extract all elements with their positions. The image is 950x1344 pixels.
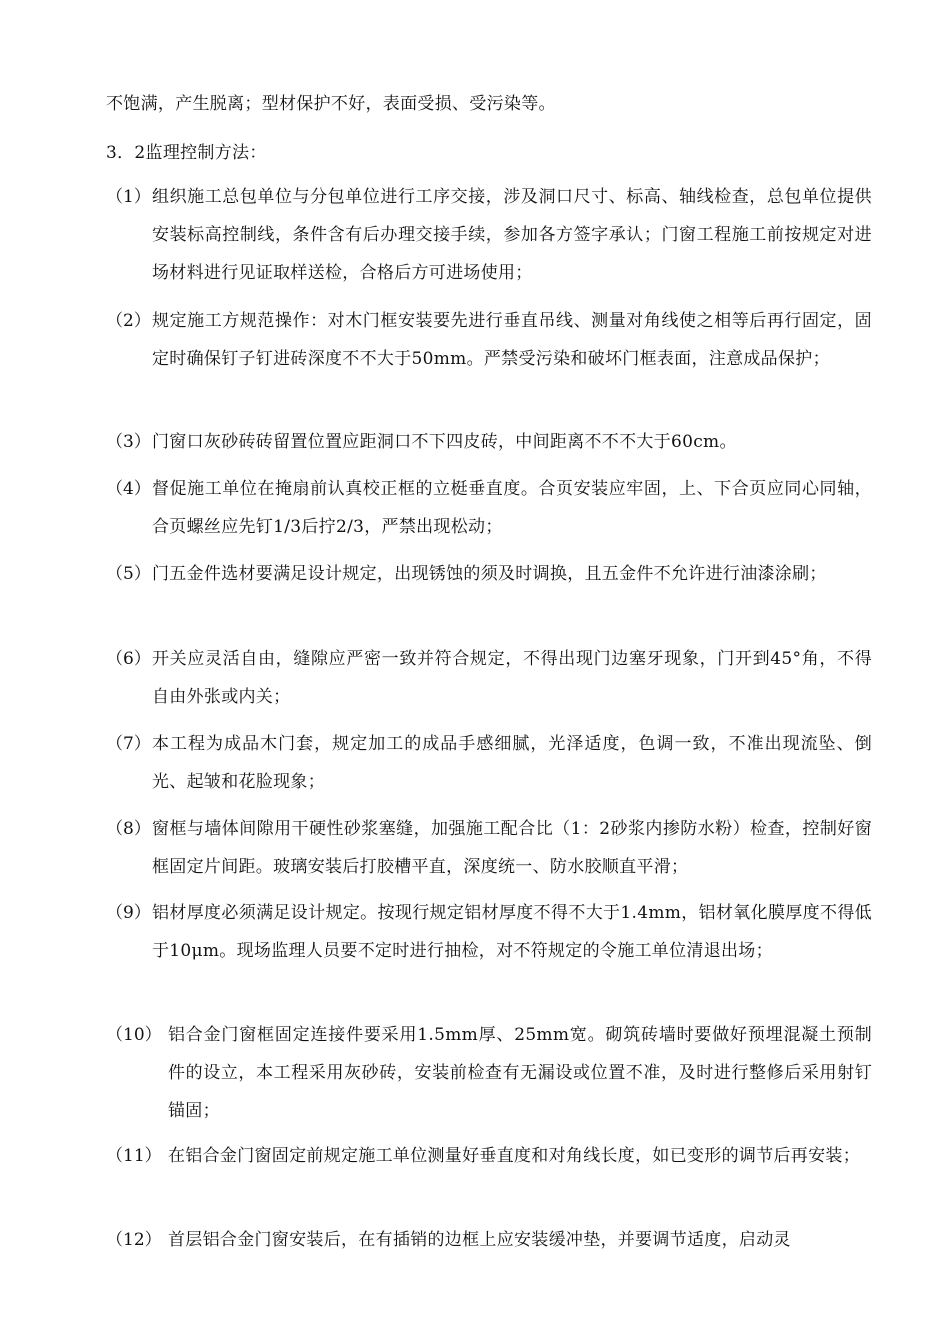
item-number: （2）	[106, 311, 151, 331]
item-text: 门五金件选材要满足设计规定，出现锈蚀的须及时调换，且五金件不允许进行油漆涂刷；	[152, 564, 827, 584]
item-number: （11）	[106, 1146, 162, 1166]
item-number: （9）	[106, 903, 151, 923]
item-text: 首层铝合金门窗安装后，在有插销的边框上应安装缓冲垫，并要调节适度，启动灵	[168, 1230, 791, 1250]
item-number: （5）	[106, 564, 151, 584]
item-number: （10）	[106, 1025, 162, 1045]
item-text: 开关应灵活自由，缝隙应严密一致并符合规定，不得出现门边塞牙现象，门开到45°角，不得自由外张或内关；	[152, 649, 872, 707]
item-text: 本工程为成品木门套，规定加工的成品手感细腻，光泽适度，色调一致，不准出现流坠、倒光、起皱和花脸现象；	[152, 734, 872, 792]
item-number: （3）	[106, 432, 151, 452]
item-text: 铝合金门窗框固定连接件要采用1.5mm厚、25mm宽。砌筑砖墙时要做好预埋混凝土预制件的设立，本工程采用灰砂砖，安装前检查有无漏设或位置不准，及时进行整修后采用射钉锚固；	[168, 1025, 872, 1121]
item-text: 门窗口灰砂砖砖留置位置应距洞口不下四皮砖，中间距离不不不大于60cm。	[152, 432, 737, 452]
item-number: （4）	[106, 479, 151, 499]
item-text: 在铝合金门窗固定前规定施工单位测量好垂直度和对角线长度，如已变形的调节后再安装；	[168, 1146, 860, 1166]
item-text: 组织施工总包单位与分包单位进行工序交接，涉及洞口尺寸、标高、轴线检查，总包单位提供安装标高控制线，条件含有后办理交接手续，参加各方签字承认；门窗工程施工前按规定对进场材料进行见证取样送检，合格后方可进场使用；	[152, 187, 872, 283]
item-number: （6）	[106, 649, 151, 669]
section-heading: 3．2监理控制方法：	[106, 143, 267, 163]
item-number: （1）	[106, 187, 151, 207]
item-text: 规定施工方规范操作：对木门框安装要先进行垂直吊线、测量对角线使之相等后再行固定，固定时确保钉子钉进砖深度不不大于50mm。严禁受污染和破坏门框表面，注意成品保护；	[152, 311, 872, 369]
item-number: （8）	[106, 819, 151, 839]
item-text: 铝材厚度必须满足设计规定。按现行规定铝材厚度不得不大于1.4mm，铝材氧化膜厚度不得低于10μm。现场监理人员要不定时进行抽检，对不符规定的令施工单位清退出场；	[152, 903, 872, 961]
item-text: 督促施工单位在掩扇前认真校正框的立梃垂直度。合页安装应牢固，上、下合页应同心同轴，合页螺丝应先钉1/3后拧2/3，严禁出现松动；	[152, 479, 872, 537]
item-number: （12）	[106, 1230, 162, 1250]
intro-line: 不饱满，产生脱离；型材保护不好，表面受损、受污染等。	[106, 94, 556, 114]
item-number: （7）	[106, 734, 151, 754]
item-text: 窗框与墙体间隙用干硬性砂浆塞缝，加强施工配合比（1：2砂浆内掺防水粉）检查，控制好窗框固定片间距。玻璃安装后打胶槽平直，深度统一、防水胶顺直平滑；	[152, 819, 872, 877]
